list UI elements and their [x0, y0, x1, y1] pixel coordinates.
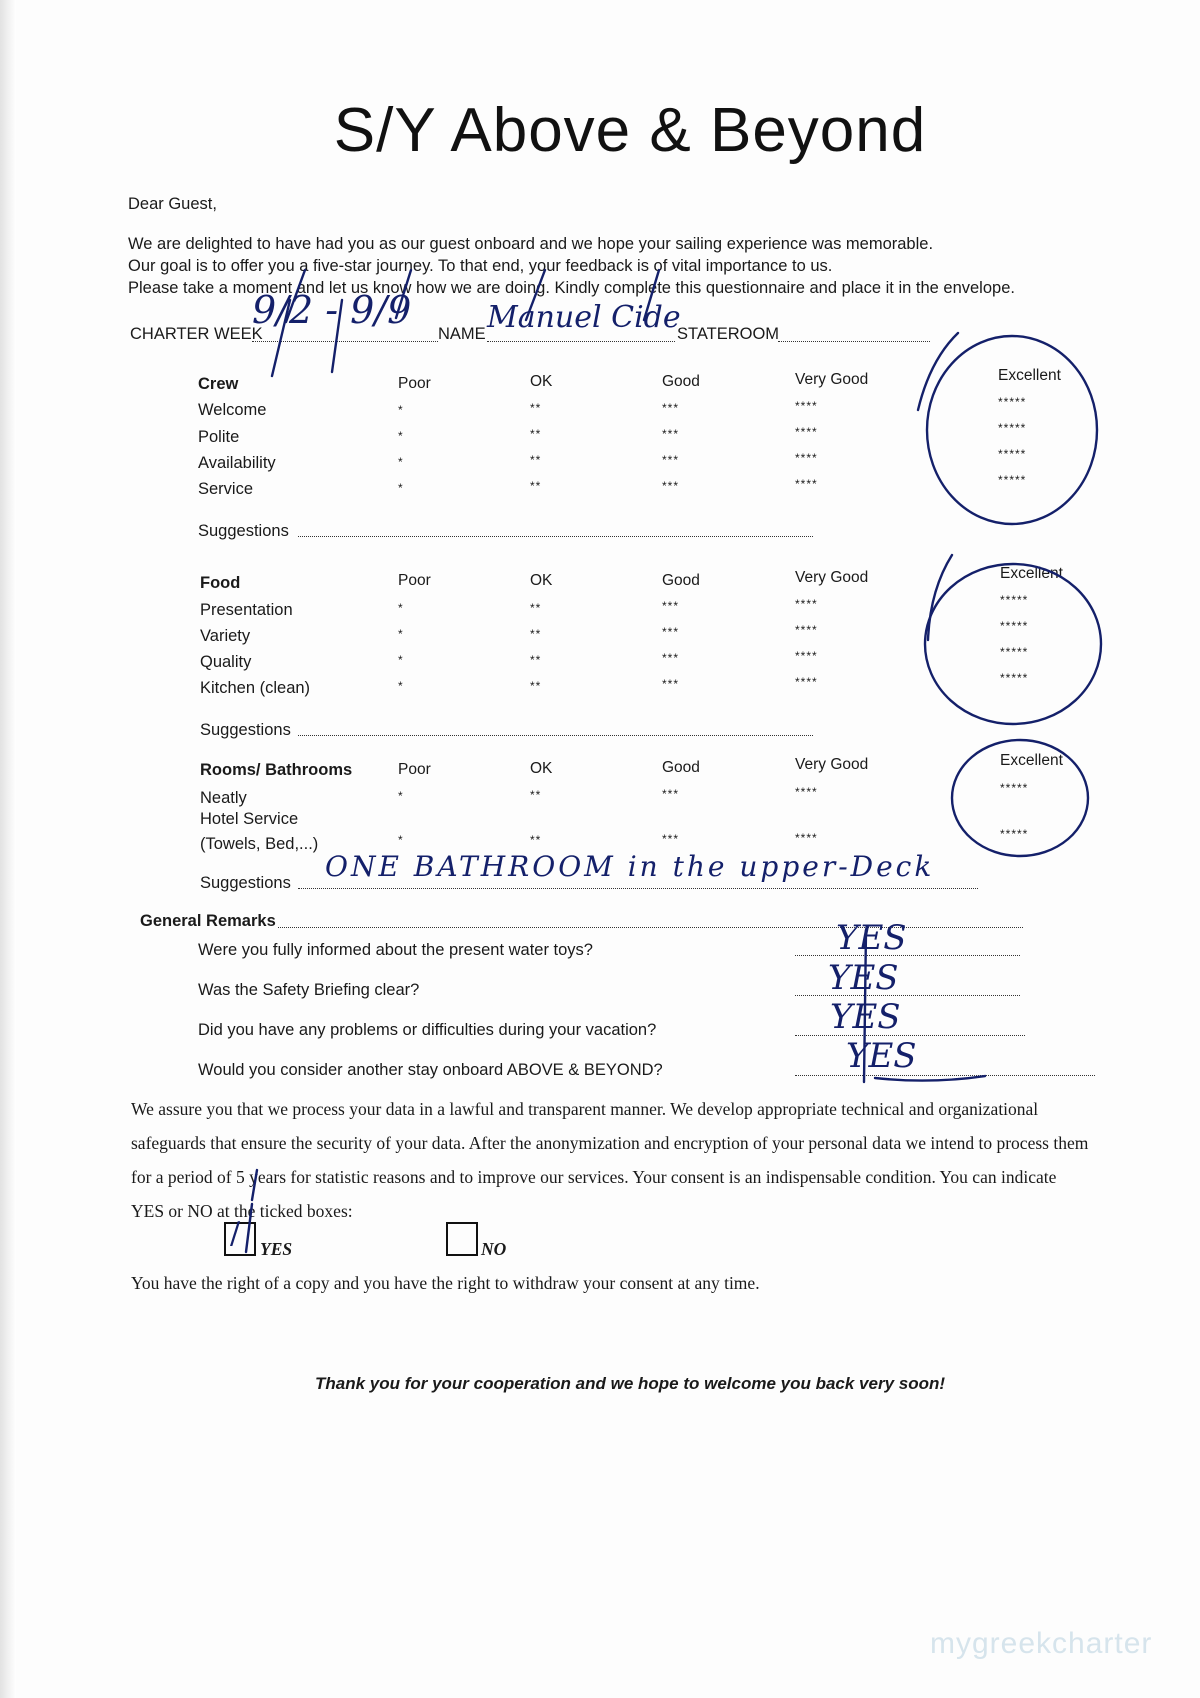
pen-stroke [644, 270, 659, 320]
rating-option-ok[interactable]: ** [530, 479, 542, 493]
rating-option-ok[interactable]: ** [530, 653, 542, 667]
rating-option-poor[interactable]: * [398, 679, 404, 693]
consent-yes-label: YES [260, 1239, 293, 1259]
privacy-line-3: for a period of 5 years for statistic reasons and to improve our services. Your consent is an indispensable condition. You can indicate [131, 1167, 1057, 1187]
question-another-stay: Would you consider another stay onboard ABOVE & BEYOND? [198, 1061, 663, 1079]
crew-row-label: Availability [198, 454, 276, 472]
general-remarks-heading: General Remarks [140, 912, 276, 930]
food-col-good: Good [662, 572, 700, 589]
rating-option-ok[interactable]: ** [530, 679, 542, 693]
privacy-line-1: We assure you that we process your data in a lawful and transparent manner. We develop appropriate technical and organizational [131, 1099, 1039, 1119]
pen-stroke [332, 300, 342, 372]
crew-col-poor: Poor [398, 375, 431, 392]
pen-stroke [526, 270, 545, 320]
intro-line-2: Our goal is to offer you a five-star journey. To that end, your feedback is of vital importance to us. [128, 257, 833, 275]
rating-option-excellent[interactable]: ***** [1000, 645, 1029, 659]
rating-option-excellent[interactable]: ***** [1000, 593, 1029, 607]
food-row-label: Quality [200, 653, 252, 671]
rating-option-good[interactable]: *** [662, 453, 680, 467]
rating-option-excellent[interactable]: ***** [1000, 619, 1029, 633]
rating-option-ok[interactable]: ** [530, 627, 542, 641]
rooms-suggestions-value[interactable]: ONE BATHROOM in the upper-Deck [325, 850, 935, 883]
crew-col-excellent: Excellent [998, 367, 1061, 384]
food-col-ok: OK [530, 572, 553, 589]
crew-suggestions-label: Suggestions [198, 522, 289, 540]
privacy-right-of-copy: You have the right of a copy and you have the right to withdraw your consent at any time. [131, 1273, 760, 1293]
rating-option-good[interactable]: *** [662, 599, 680, 613]
rating-option-very-good[interactable]: **** [795, 425, 818, 439]
rating-option-poor[interactable]: * [398, 481, 404, 495]
food-col-very-good: Very Good [795, 569, 869, 586]
rooms-row-label: Neatly [200, 789, 247, 807]
food-col-poor: Poor [398, 572, 431, 589]
rooms-col-ok: OK [530, 760, 553, 777]
rating-option-ok[interactable]: ** [530, 601, 542, 615]
rating-option-very-good[interactable]: **** [795, 649, 818, 663]
rating-option-good[interactable]: *** [662, 832, 680, 846]
rating-option-good[interactable]: *** [662, 401, 680, 415]
rating-option-excellent[interactable]: ***** [1000, 827, 1029, 841]
rating-option-excellent[interactable]: ***** [998, 421, 1027, 435]
closing-message: Thank you for your cooperation and we hope to welcome you back very soon! [314, 1374, 946, 1393]
privacy-line-4: YES or NO at the ticked boxes: [131, 1201, 353, 1221]
rating-option-good[interactable]: *** [662, 479, 680, 493]
answer-value[interactable]: YES [836, 918, 907, 958]
rooms-col-poor: Poor [398, 761, 431, 778]
crew-row-label: Service [198, 480, 254, 498]
rating-option-very-good[interactable]: **** [795, 831, 818, 845]
rating-option-ok[interactable]: ** [530, 427, 542, 441]
rating-option-very-good[interactable]: **** [795, 477, 818, 491]
intro-line-3: Please take a moment and let us know how we are doing. Kindly complete this questionnaire and place it in the envelope. [128, 279, 1015, 297]
charter-week-value[interactable]: 9/2 - 9/9 [252, 288, 412, 332]
rooms-col-good: Good [662, 759, 700, 776]
rooms-col-excellent: Excellent [1000, 752, 1063, 769]
crew-col-ok: OK [530, 373, 553, 390]
rating-option-very-good[interactable]: **** [795, 785, 818, 799]
stateroom-label: STATEROOM [677, 325, 780, 343]
rating-option-excellent[interactable]: ***** [998, 473, 1027, 487]
crew-row-label: Polite [198, 428, 240, 446]
document-title: S/Y Above & Beyond [333, 96, 927, 165]
intro-line-1: We are delighted to have had you as our guest onboard and we hope your sailing experience was memorable. [128, 235, 934, 253]
circle-stroke [918, 333, 958, 410]
rating-option-poor[interactable]: * [398, 455, 404, 469]
food-row-label: Variety [200, 627, 251, 645]
rating-option-very-good[interactable]: **** [795, 675, 818, 689]
rating-option-ok[interactable]: ** [530, 833, 542, 847]
pen-stroke [875, 1076, 985, 1081]
answer-value[interactable]: YES [846, 1036, 917, 1076]
watermark: mygreekcharter [930, 1627, 1153, 1660]
rating-option-good[interactable]: *** [662, 677, 680, 691]
rating-option-ok[interactable]: ** [530, 788, 542, 802]
rating-option-excellent[interactable]: ***** [1000, 781, 1029, 795]
rating-option-good[interactable]: *** [662, 625, 680, 639]
rating-option-very-good[interactable]: **** [795, 597, 818, 611]
consent-tick-mark: / [230, 1216, 241, 1251]
answer-value[interactable]: YES [830, 997, 901, 1037]
food-col-excellent: Excellent [1000, 565, 1063, 582]
question-safety-briefing: Was the Safety Briefing clear? [198, 981, 420, 999]
crew-col-very-good: Very Good [795, 371, 869, 388]
rating-option-excellent[interactable]: ***** [998, 395, 1027, 409]
pen-stroke [864, 930, 866, 1082]
rating-option-excellent[interactable]: ***** [1000, 671, 1029, 685]
pen-stroke [396, 270, 411, 318]
rating-option-good[interactable]: *** [662, 427, 680, 441]
rating-option-poor[interactable]: * [398, 627, 404, 641]
crew-col-good: Good [662, 373, 700, 390]
rooms-suggestions-label: Suggestions [200, 874, 291, 892]
crew-heading: Crew [198, 375, 239, 393]
name-label: NAME [438, 325, 486, 343]
rating-option-poor[interactable]: * [398, 429, 404, 443]
rooms-heading: Rooms/ Bathrooms [200, 761, 353, 779]
pen-stroke [246, 1204, 252, 1252]
rating-option-poor[interactable]: * [398, 789, 404, 803]
crew-row-label: Welcome [198, 401, 267, 419]
pen-stroke [252, 1170, 257, 1200]
consent-no-label: NO [481, 1239, 507, 1259]
rating-option-poor[interactable]: * [398, 601, 404, 615]
food-row-label: Kitchen (clean) [200, 679, 311, 697]
rooms-row-label: Hotel Service [200, 810, 299, 828]
pen-stroke [286, 270, 305, 322]
rating-option-poor[interactable]: * [398, 833, 404, 847]
question-problems: Did you have any problems or difficulties during your vacation? [198, 1021, 657, 1039]
excellent-circle-rooms [952, 740, 1088, 856]
pen-stroke [272, 300, 290, 376]
food-suggestions-label: Suggestions [200, 721, 291, 739]
rooms-row-label-sub: (Towels, Bed,...) [200, 835, 319, 853]
rating-option-good[interactable]: *** [662, 787, 680, 801]
charter-week-label: CHARTER WEEK [130, 325, 263, 343]
rating-option-excellent[interactable]: ***** [998, 447, 1027, 461]
food-heading: Food [200, 574, 241, 592]
excellent-circle-food [925, 564, 1101, 724]
rating-option-poor[interactable]: * [398, 653, 404, 667]
excellent-circle-crew [927, 336, 1097, 524]
rating-option-poor[interactable]: * [398, 403, 404, 417]
question-water-toys: Were you fully informed about the present water toys? [198, 941, 593, 959]
privacy-line-2: safeguards that ensure the security of your data. After the anonymization and encryption of your personal data we intend to process them [131, 1133, 1089, 1153]
rating-option-very-good[interactable]: **** [795, 451, 818, 465]
food-row-label: Presentation [200, 601, 293, 619]
rating-option-good[interactable]: *** [662, 651, 680, 665]
salutation: Dear Guest, [128, 195, 217, 213]
name-value[interactable]: Manuel Cide [487, 300, 681, 335]
rating-option-ok[interactable]: ** [530, 453, 542, 467]
rooms-col-very-good: Very Good [795, 756, 869, 773]
rating-option-very-good[interactable]: **** [795, 623, 818, 637]
rating-option-ok[interactable]: ** [530, 401, 542, 415]
answer-value[interactable]: YES [828, 958, 899, 998]
rating-option-very-good[interactable]: **** [795, 399, 818, 413]
